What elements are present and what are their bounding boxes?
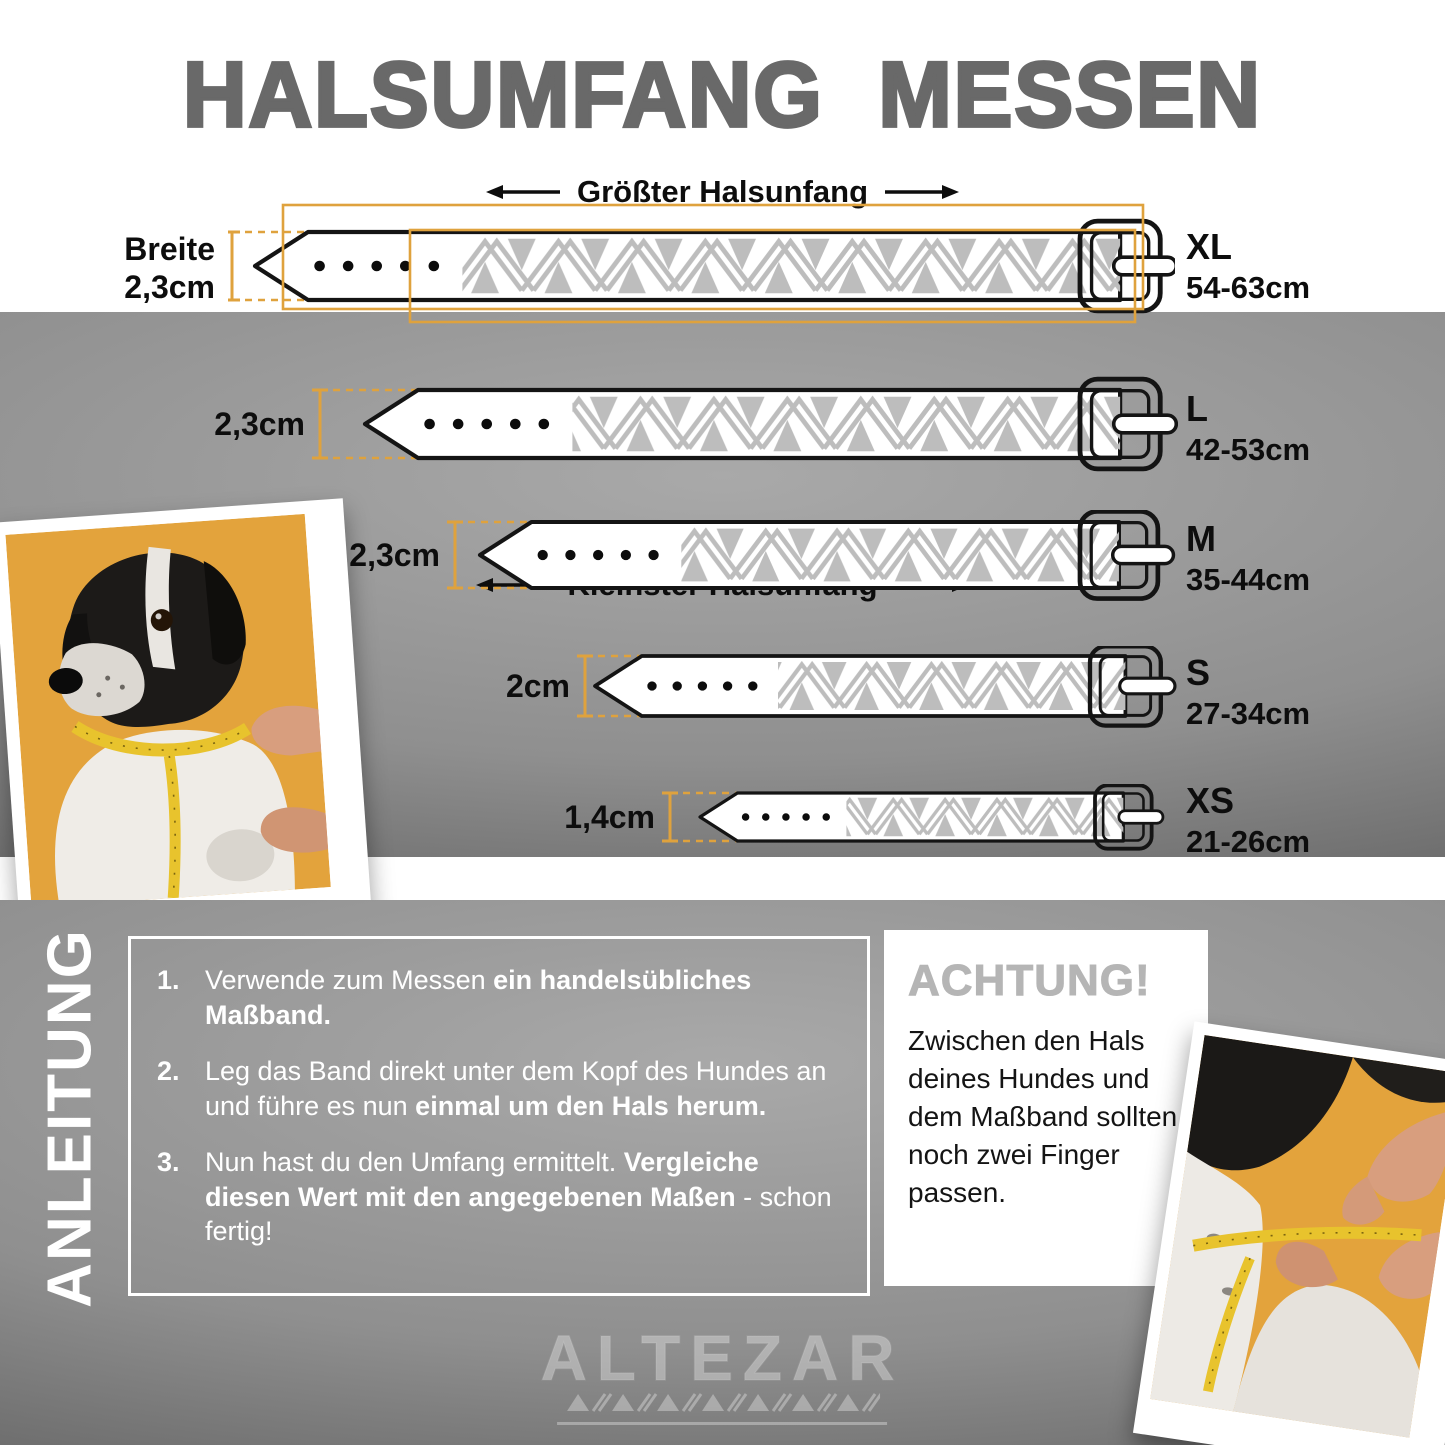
step-text: Nun hast du den Umfang ermittelt. Vergleiche diesen Wert mit den angegebenen Maßen - schon fertig! [205,1147,832,1247]
collar-diagram-xl [228,200,1175,330]
step-text: Leg das Band direkt unter dem Kopf des Hundes an und führe es nun einmal um den Hals herum. [205,1056,827,1121]
warning-box [884,930,1208,1286]
anleitung-heading: ANLEITUNG [35,928,105,1308]
arrow-right-icon [884,183,960,201]
size-code: S [1186,652,1211,693]
size-range: 54-63cm [1186,270,1311,305]
page-title: HALSUMFANG MESSEN [183,43,1262,146]
size-code: XL [1186,226,1233,267]
width-value: 2,3cm [124,269,215,305]
instruction-step-1 [157,963,841,1032]
size-range: 42-53cm [1186,432,1311,467]
size-label-xl [1186,226,1310,308]
step-number: 1. [157,965,180,995]
width-label-xl [40,230,215,306]
step-number: 2. [157,1056,180,1087]
width-prefix: Breite [124,231,215,267]
size-range: 21-26cm [1186,824,1311,859]
tape-photo-illustration [1150,1035,1445,1438]
instructions-box [128,936,870,1296]
warning-heading: ACHTUNG! [908,956,1151,1005]
collar-diagram-m [445,510,1177,602]
instruction-step-2 [157,1054,841,1123]
width-label-m: 2,3cm [349,537,440,573]
step-text: Verwende zum Messen ein handelsübliches Maßband. [205,965,752,1030]
collar-diagram-xs [660,784,1172,852]
brand-logo-text: ALTEZAR [540,1322,905,1394]
size-label-xs [1186,780,1310,862]
arrow-left-icon [485,183,561,201]
collar-diagram-s [575,646,1177,728]
warning-text: Zwischen den Hals deines Hundes und dem Maßband sollten noch zwei Finger passen. [908,1025,1178,1209]
size-code: XS [1186,780,1235,821]
brand-logo-underline [558,1422,888,1425]
width-label-l: 2,3cm [214,406,305,442]
instruction-step-3 [157,1145,841,1249]
dog-measuring-photo [0,498,372,948]
size-label-l [1186,388,1310,470]
width-label-s: 2cm [505,668,570,704]
size-code: M [1186,518,1216,559]
dog-photo-illustration [5,514,330,908]
size-label-m [1186,518,1310,600]
step-number: 3. [157,1147,180,1178]
brand-logo [540,1322,905,1425]
largest-circumference-text: Größter Halsunfang [576,174,869,209]
size-range: 35-44cm [1186,562,1311,597]
size-label-s [1186,652,1310,734]
collar-diagram-l [310,376,1178,472]
size-code: L [1186,388,1208,429]
brand-logo-pattern [565,1390,880,1414]
width-label-xs: 1,4cm [564,799,655,835]
size-range: 27-34cm [1186,696,1311,731]
